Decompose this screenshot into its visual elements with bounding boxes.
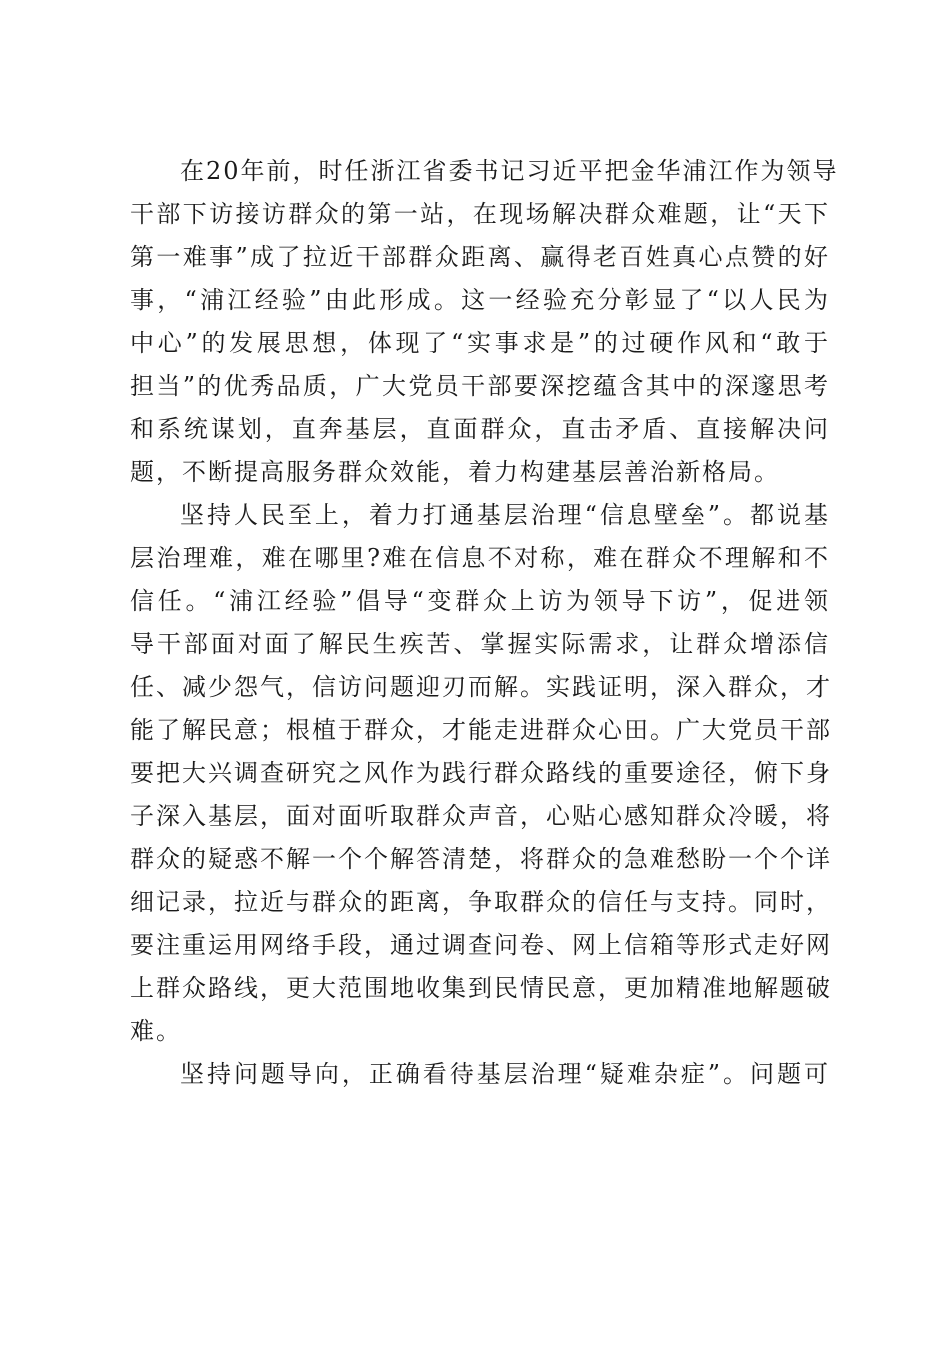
text-line: 和系统谋划，直奔基层，直面群众，直击矛盾、直接解决问 [130, 415, 830, 443]
text-line: 要把大兴调查研究之风作为践行群众路线的重要途径，俯下身 [130, 759, 832, 787]
text-line-paragraph-1-end: 题，不断提高服务群众效能，着力构建基层善治新格局。 [130, 458, 780, 486]
text-line: 第一难事”成了拉近干部群众距离、赢得老百姓真心点赞的好 [130, 243, 830, 271]
text-line: 导干部面对面了解民生疾苦、掌握实际需求，让群众增添信 [130, 630, 830, 658]
text-line: 群众的疑惑不解一个个解答清楚，将群众的急难愁盼一个个详 [130, 845, 832, 873]
text-line-paragraph-1-start: 在20年前，时任浙江省委书记习近平把金华浦江作为领导 [180, 157, 839, 185]
text-line: 中心”的发展思想，体现了“实事求是”的过硬作风和“敢于 [130, 329, 830, 357]
text-line-paragraph-2-end: 难。 [130, 1017, 182, 1045]
text-line: 子深入基层，面对面听取群众声音，心贴心感知群众冷暖，将 [130, 802, 832, 830]
text-line: 上群众路线，更大范围地收集到民情民意，更加精准地解题破 [130, 974, 832, 1002]
text-line: 担当”的优秀品质，广大党员干部要深挖蕴含其中的深邃思考 [130, 372, 830, 400]
text-line: 事，“浦江经验”由此形成。这一经验充分彰显了“以人民为 [130, 286, 830, 314]
body-text [130, 150, 839, 1096]
text-line: 信任。“浦江经验”倡导“变群众上访为领导下访”，促进领 [130, 587, 830, 615]
text-line: 能了解民意；根植于群众，才能走进群众心田。广大党员干部 [130, 716, 832, 744]
text-line: 要注重运用网络手段，通过调查问卷、网上信箱等形式走好网 [130, 931, 832, 959]
text-line: 干部下访接访群众的第一站，在现场解决群众难题，让“天下 [130, 200, 830, 228]
text-line: 任、减少怨气，信访问题迎刃而解。实践证明，深入群众，才 [130, 673, 832, 701]
text-line: 细记录，拉近与群众的距离，争取群众的信任与支持。同时， [130, 888, 832, 916]
text-line-paragraph-2-start: 坚持人民至上，着力打通基层治理“信息壁垒”。都说基 [180, 501, 830, 529]
text-line: 层治理难，难在哪里?难在信息不对称，难在群众不理解和不 [130, 544, 830, 572]
text-line-paragraph-3-start: 坚持问题导向，正确看待基层治理“疑难杂症”。问题可 [180, 1060, 830, 1088]
